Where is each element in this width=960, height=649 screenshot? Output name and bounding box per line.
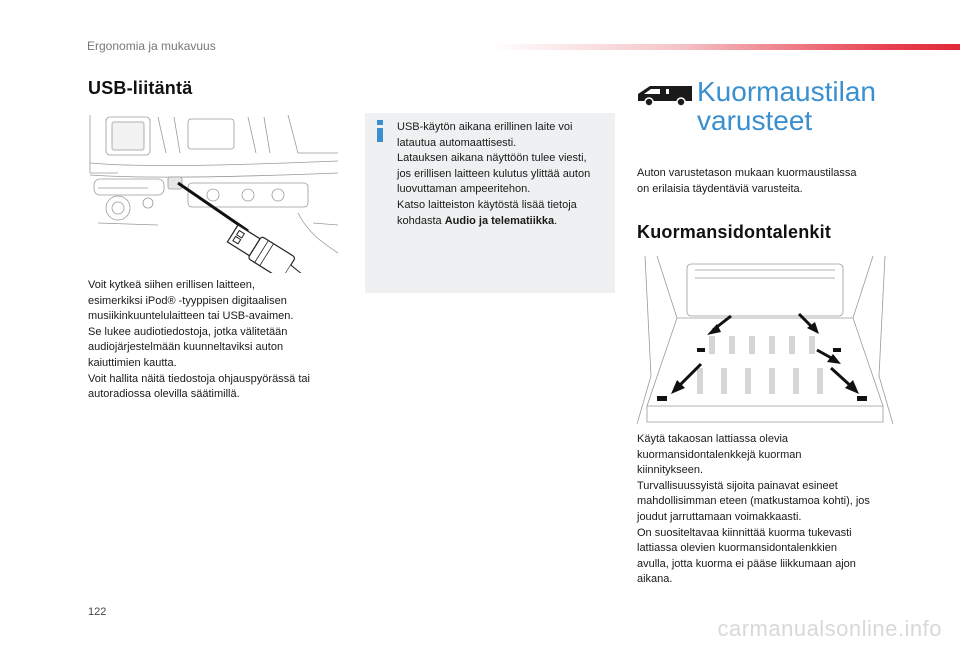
page-number: 122 xyxy=(88,606,107,618)
cargo-title-line1: Kuormaustilan xyxy=(697,76,876,107)
usb-body-text: Voit kytkeä siihen erillisen laitteen, esimerkiksi iPod® -tyyppisen digitaalisen musiikinkuuntelulaitteen tai USB-avaimen. Se lukee audiotiedostoja, jotka välitetään audiojärjestelmään kuunneltaviksi auton kaiuttimien kautta. Voit hallita näitä tiedostoja ohjauspyörässä tai autoradiossa olevilla säätimillä. xyxy=(88,279,310,401)
cargo-floor-illustration xyxy=(637,256,893,424)
info-box xyxy=(365,113,615,293)
header-accent-bar xyxy=(490,44,960,50)
cargo-title-line2: varusteet xyxy=(697,105,813,136)
anchors-body-text: Käytä takaosan lattiassa olevia kuormansidontalenkkejä kuorman kiinnitykseen. Turvallisuussyistä sijoita painavat esineet mahdollisimman eteen (matkustamoa kohti), jos joudut jarruttamaan voimakkaasti. On suositeltavaa kiinnittää kuorma tukevasti lattiassa olevien kuormansidontalenkkien avulla, jotta kuorma ei pääse liikkumaan ajon aikana. xyxy=(637,433,870,586)
anchors-title: Kuormansidontalenkit xyxy=(637,222,832,242)
van-icon xyxy=(636,83,694,107)
info-text xyxy=(397,120,611,229)
cargo-intro: Auton varustetason mukaan kuormaustilassa on erilaisia täydentäviä varusteita. xyxy=(637,167,857,195)
usb-connector-illustration xyxy=(88,113,340,273)
watermark: carmanualsonline.info xyxy=(717,616,942,641)
usb-title: USB-liitäntä xyxy=(88,78,193,98)
info-text-end: . xyxy=(554,214,558,227)
info-icon xyxy=(373,120,387,142)
section-header: Ergonomia ja mukavuus xyxy=(87,39,216,53)
info-link-audio: Audio ja telematiikka xyxy=(444,214,555,227)
cargo-title xyxy=(697,77,876,135)
info-text-body: USB-käytön aikana erillinen laite voi latautua automaattisesti. Latauksen aikana näyttöön tulee viesti, jos erillisen laitteen kulutus ylittää auton luovuttaman ampeeritehon. Katso laitteiston käytöstä lisää tietoja kohdasta xyxy=(397,121,591,227)
